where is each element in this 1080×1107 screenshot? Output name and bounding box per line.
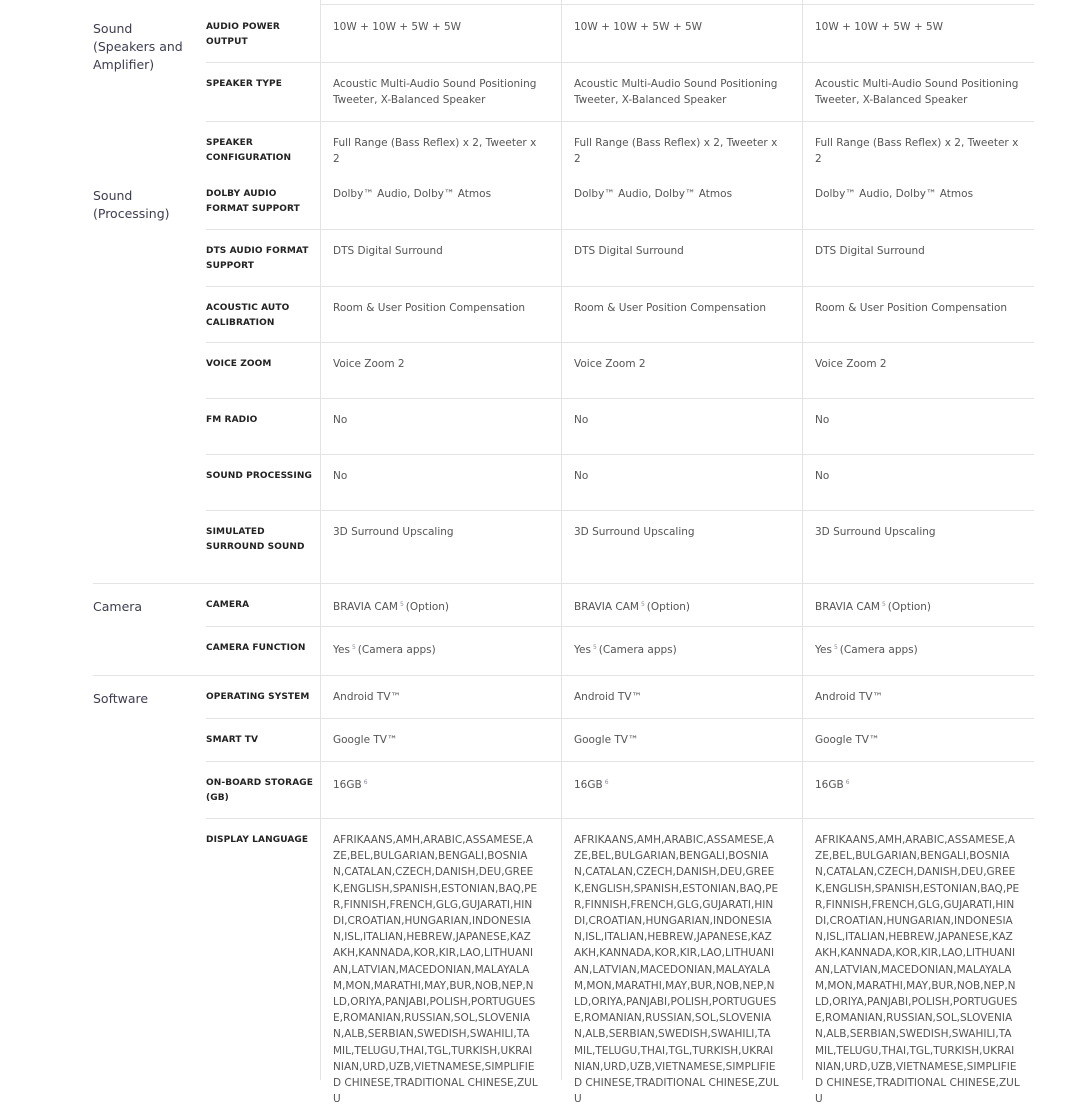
footnote-marker: 5	[351, 644, 356, 651]
footnote-marker: 5	[881, 601, 886, 608]
section-divider	[93, 675, 1034, 676]
footnote-marker: 5	[833, 644, 838, 651]
spec-value	[333, 135, 538, 167]
row-divider	[206, 761, 1034, 762]
spec-label: CAMERA FUNCTION	[206, 643, 306, 653]
row-divider	[206, 342, 1034, 343]
spec-label: OPERATING SYSTEM	[206, 692, 310, 702]
spec-value-text: Acoustic Multi-Audio Sound Positioning Tweeter, X-Balanced Speaker	[574, 78, 778, 107]
spec-value	[815, 597, 1020, 615]
spec-value-note: (Option)	[887, 601, 932, 613]
spec-label: DOLBY AUDIO FORMAT SUPPORT	[206, 189, 300, 214]
spec-value	[333, 186, 538, 202]
spec-value-note: (Camera apps)	[839, 644, 918, 656]
spec-value-text: DTS Digital Surround	[815, 245, 925, 257]
spec-value	[333, 689, 538, 705]
row-divider	[206, 626, 1034, 627]
spec-value-text: Google TV™	[815, 734, 880, 746]
spec-value	[815, 135, 1020, 167]
spec-value-text: Acoustic Multi-Audio Sound Positioning Tweeter, X-Balanced Speaker	[333, 78, 537, 107]
row-divider	[206, 229, 1034, 230]
section-label: Sound (Speakers and Amplifier)	[93, 21, 183, 72]
spec-label: CAMERA	[206, 600, 250, 610]
spec-label: DISPLAY LANGUAGE	[206, 835, 309, 845]
footnote-marker: 5	[592, 644, 597, 651]
spec-value-text: Acoustic Multi-Audio Sound Positioning Tweeter, X-Balanced Speaker	[815, 78, 1019, 107]
spec-value-text: 3D Surround Upscaling	[574, 526, 695, 538]
spec-value	[333, 19, 538, 35]
spec-value	[333, 732, 538, 748]
spec-value	[815, 468, 1020, 484]
spec-value	[574, 468, 779, 484]
spec-value	[815, 186, 1020, 202]
spec-value-text: 16GB	[333, 779, 362, 791]
section-label: Sound (Processing)	[93, 188, 170, 221]
spec-value-text: Room & User Position Compensation	[333, 302, 526, 314]
row-divider	[206, 62, 1034, 63]
spec-value	[574, 412, 779, 428]
spec-value-text: AFRIKAANS,AMH,ARABIC,ASSAMESE,AZE,BEL,BULGARIAN,BENGALI,BOSNIAN,CATALAN,CZECH,DANISH,DEU,GREEK,ENGLISH,SPANISH,ESTONIAN,BAQ,PER,FINNISH,FRENCH,GLG,GUJARATI,HINDI,CROATIAN,HUNGARIAN,INDONESIAN,ISL,ITALIAN,HEBREW,JAPANESE,KAZAKH,KANNADA,KOR,KIR,LAO,LITHUANIAN,LATVIAN,MACEDONIAN,MALAYALAM,MON,MARATHI,MAY,BUR,NOB,NEP,NLD,ORIYA,PANJABI,POLISH,PORTUGUESE,ROMANIAN,RUSSIAN,SOL,SLOVENIAN,ALB,SERBIAN,SWEDISH,SWAHILI,TAMIL,TELUGU,THAI,TGL,TURKISH,UKRAINIAN,URD,UZB,VIETNAMESE,SIMPLIFIED CHINESE,TRADITIONAL CHINESE,ZULU	[333, 834, 538, 1106]
spec-value-text: Google TV™	[333, 734, 398, 746]
spec-value	[574, 524, 779, 540]
spec-value	[574, 775, 779, 793]
spec-value-text: AFRIKAANS,AMH,ARABIC,ASSAMESE,AZE,BEL,BULGARIAN,BENGALI,BOSNIAN,CATALAN,CZECH,DANISH,DEU,GREEK,ENGLISH,SPANISH,ESTONIAN,BAQ,PER,FINNISH,FRENCH,GLG,GUJARATI,HINDI,CROATIAN,HUNGARIAN,INDONESIAN,ISL,ITALIAN,HEBREW,JAPANESE,KAZAKH,KANNADA,KOR,KIR,LAO,LITHUANIAN,LATVIAN,MACEDONIAN,MALAYALAM,MON,MARATHI,MAY,BUR,NOB,NEP,NLD,ORIYA,PANJABI,POLISH,PORTUGUESE,ROMANIAN,RUSSIAN,SOL,SLOVENIAN,ALB,SERBIAN,SWEDISH,SWAHILI,TAMIL,TELUGU,THAI,TGL,TURKISH,UKRAINIAN,URD,UZB,VIETNAMESE,SIMPLIFIED CHINESE,TRADITIONAL CHINESE,ZULU	[815, 834, 1020, 1106]
row-divider	[206, 398, 1034, 399]
spec-value	[574, 300, 779, 316]
spec-value	[815, 640, 1020, 658]
spec-value	[574, 243, 779, 259]
spec-value	[333, 597, 538, 615]
spec-label: FM RADIO	[206, 415, 258, 425]
row-divider	[206, 718, 1034, 719]
footnote-marker: 6	[363, 779, 368, 786]
spec-value	[333, 524, 538, 540]
spec-value-text: Dolby™ Audio, Dolby™ Atmos	[574, 188, 733, 200]
spec-label: SPEAKER TYPE	[206, 79, 282, 89]
footnote-marker: 6	[604, 779, 609, 786]
spec-label: SIMULATED SURROUND SOUND	[206, 527, 305, 552]
spec-value-text: Yes	[815, 644, 832, 656]
spec-value-text: Yes	[574, 644, 591, 656]
footnote-marker: 6	[845, 779, 850, 786]
spec-value-text: Voice Zoom 2	[574, 358, 646, 370]
spec-value	[574, 597, 779, 615]
row-divider	[206, 818, 1034, 819]
spec-value-text: 10W + 10W + 5W + 5W	[815, 21, 944, 33]
spec-value	[815, 300, 1020, 316]
spec-value	[815, 689, 1020, 705]
spec-value-text: Full Range (Bass Reflex) x 2, Tweeter x 2	[333, 137, 537, 166]
spec-value-text: No	[333, 414, 348, 426]
spec-value	[815, 19, 1020, 35]
spec-value	[574, 640, 779, 658]
spec-value-note: (Camera apps)	[357, 644, 436, 656]
spec-value	[815, 356, 1020, 372]
spec-value	[815, 412, 1020, 428]
row-divider	[206, 510, 1034, 511]
spec-label: SPEAKER CONFIGURATION	[206, 138, 292, 163]
spec-value	[333, 412, 538, 428]
spec-value	[333, 832, 538, 1107]
spec-value-text: BRAVIA CAM	[815, 601, 880, 613]
spec-value	[574, 186, 779, 202]
row-divider	[206, 286, 1034, 287]
spec-value-text: Google TV™	[574, 734, 639, 746]
table-top-border	[320, 4, 1034, 5]
spec-value-text: No	[815, 470, 830, 482]
spec-label: ON-BOARD STORAGE (GB)	[206, 778, 313, 803]
spec-value-text: Room & User Position Compensation	[815, 302, 1008, 314]
spec-value-text: 16GB	[574, 779, 603, 791]
spec-value-note: (Camera apps)	[598, 644, 677, 656]
section-label: Camera	[93, 599, 143, 614]
spec-label: DTS AUDIO FORMAT SUPPORT	[206, 246, 309, 271]
spec-value	[574, 732, 779, 748]
column-divider-2	[561, 0, 562, 1080]
spec-value-text: 3D Surround Upscaling	[815, 526, 936, 538]
spec-value	[333, 300, 538, 316]
spec-value	[815, 524, 1020, 540]
spec-value-text: Dolby™ Audio, Dolby™ Atmos	[333, 188, 492, 200]
spec-value-text: Yes	[333, 644, 350, 656]
spec-value-text: Android TV™	[574, 691, 643, 703]
spec-value	[333, 76, 538, 108]
spec-value-text: Voice Zoom 2	[333, 358, 405, 370]
spec-value-note: (Option)	[405, 601, 450, 613]
column-divider-1	[320, 0, 321, 1080]
spec-value	[333, 468, 538, 484]
spec-value	[815, 832, 1020, 1107]
spec-value	[574, 832, 779, 1107]
spec-value-text: Full Range (Bass Reflex) x 2, Tweeter x 2	[815, 137, 1019, 166]
spec-value-text: 10W + 10W + 5W + 5W	[333, 21, 462, 33]
spec-value	[574, 356, 779, 372]
spec-value-text: Voice Zoom 2	[815, 358, 887, 370]
row-divider	[206, 454, 1034, 455]
spec-value-text: Full Range (Bass Reflex) x 2, Tweeter x 2	[574, 137, 778, 166]
spec-value-text: Android TV™	[815, 691, 884, 703]
section-label: Software	[93, 691, 149, 706]
spec-value-text: DTS Digital Surround	[574, 245, 684, 257]
spec-value	[333, 775, 538, 793]
spec-label: SOUND PROCESSING	[206, 471, 312, 481]
spec-value	[333, 243, 538, 259]
spec-value	[574, 76, 779, 108]
spec-label: ACOUSTIC AUTO CALIBRATION	[206, 303, 290, 328]
spec-value	[574, 135, 779, 167]
spec-value	[815, 243, 1020, 259]
footnote-marker: 5	[640, 601, 645, 608]
footnote-marker: 5	[399, 601, 404, 608]
spec-value-text: No	[574, 414, 589, 426]
spec-value-text: 3D Surround Upscaling	[333, 526, 454, 538]
spec-value-text: 10W + 10W + 5W + 5W	[574, 21, 703, 33]
row-divider	[206, 121, 1034, 122]
spec-value	[333, 356, 538, 372]
spec-label: VOICE ZOOM	[206, 359, 272, 369]
spec-value	[815, 76, 1020, 108]
spec-value-text: AFRIKAANS,AMH,ARABIC,ASSAMESE,AZE,BEL,BULGARIAN,BENGALI,BOSNIAN,CATALAN,CZECH,DANISH,DEU,GREEK,ENGLISH,SPANISH,ESTONIAN,BAQ,PER,FINNISH,FRENCH,GLG,GUJARATI,HINDI,CROATIAN,HUNGARIAN,INDONESIAN,ISL,ITALIAN,HEBREW,JAPANESE,KAZAKH,KANNADA,KOR,KIR,LAO,LITHUANIAN,LATVIAN,MACEDONIAN,MALAYALAM,MON,MARATHI,MAY,BUR,NOB,NEP,NLD,ORIYA,PANJABI,POLISH,PORTUGUESE,ROMANIAN,RUSSIAN,SOL,SLOVENIAN,ALB,SERBIAN,SWEDISH,SWAHILI,TAMIL,TELUGU,THAI,TGL,TURKISH,UKRAINIAN,URD,UZB,VIETNAMESE,SIMPLIFIED CHINESE,TRADITIONAL CHINESE,ZULU	[574, 834, 779, 1106]
spec-label: AUDIO POWER OUTPUT	[206, 22, 280, 47]
spec-value	[574, 689, 779, 705]
spec-value-text: Android TV™	[333, 691, 402, 703]
spec-value-text: 16GB	[815, 779, 844, 791]
spec-label: SMART TV	[206, 735, 259, 745]
spec-value-text: DTS Digital Surround	[333, 245, 443, 257]
column-divider-3	[802, 0, 803, 1080]
spec-value-text: BRAVIA CAM	[574, 601, 639, 613]
spec-value-text: BRAVIA CAM	[333, 601, 398, 613]
spec-value-note: (Option)	[646, 601, 691, 613]
spec-value-text: Room & User Position Compensation	[574, 302, 767, 314]
spec-value-text: No	[815, 414, 830, 426]
spec-value	[815, 775, 1020, 793]
spec-value-text: Dolby™ Audio, Dolby™ Atmos	[815, 188, 974, 200]
spec-value	[574, 19, 779, 35]
section-divider	[93, 583, 1034, 584]
spec-value	[815, 732, 1020, 748]
spec-value-text: No	[574, 470, 589, 482]
spec-value	[333, 640, 538, 658]
spec-value-text: No	[333, 470, 348, 482]
